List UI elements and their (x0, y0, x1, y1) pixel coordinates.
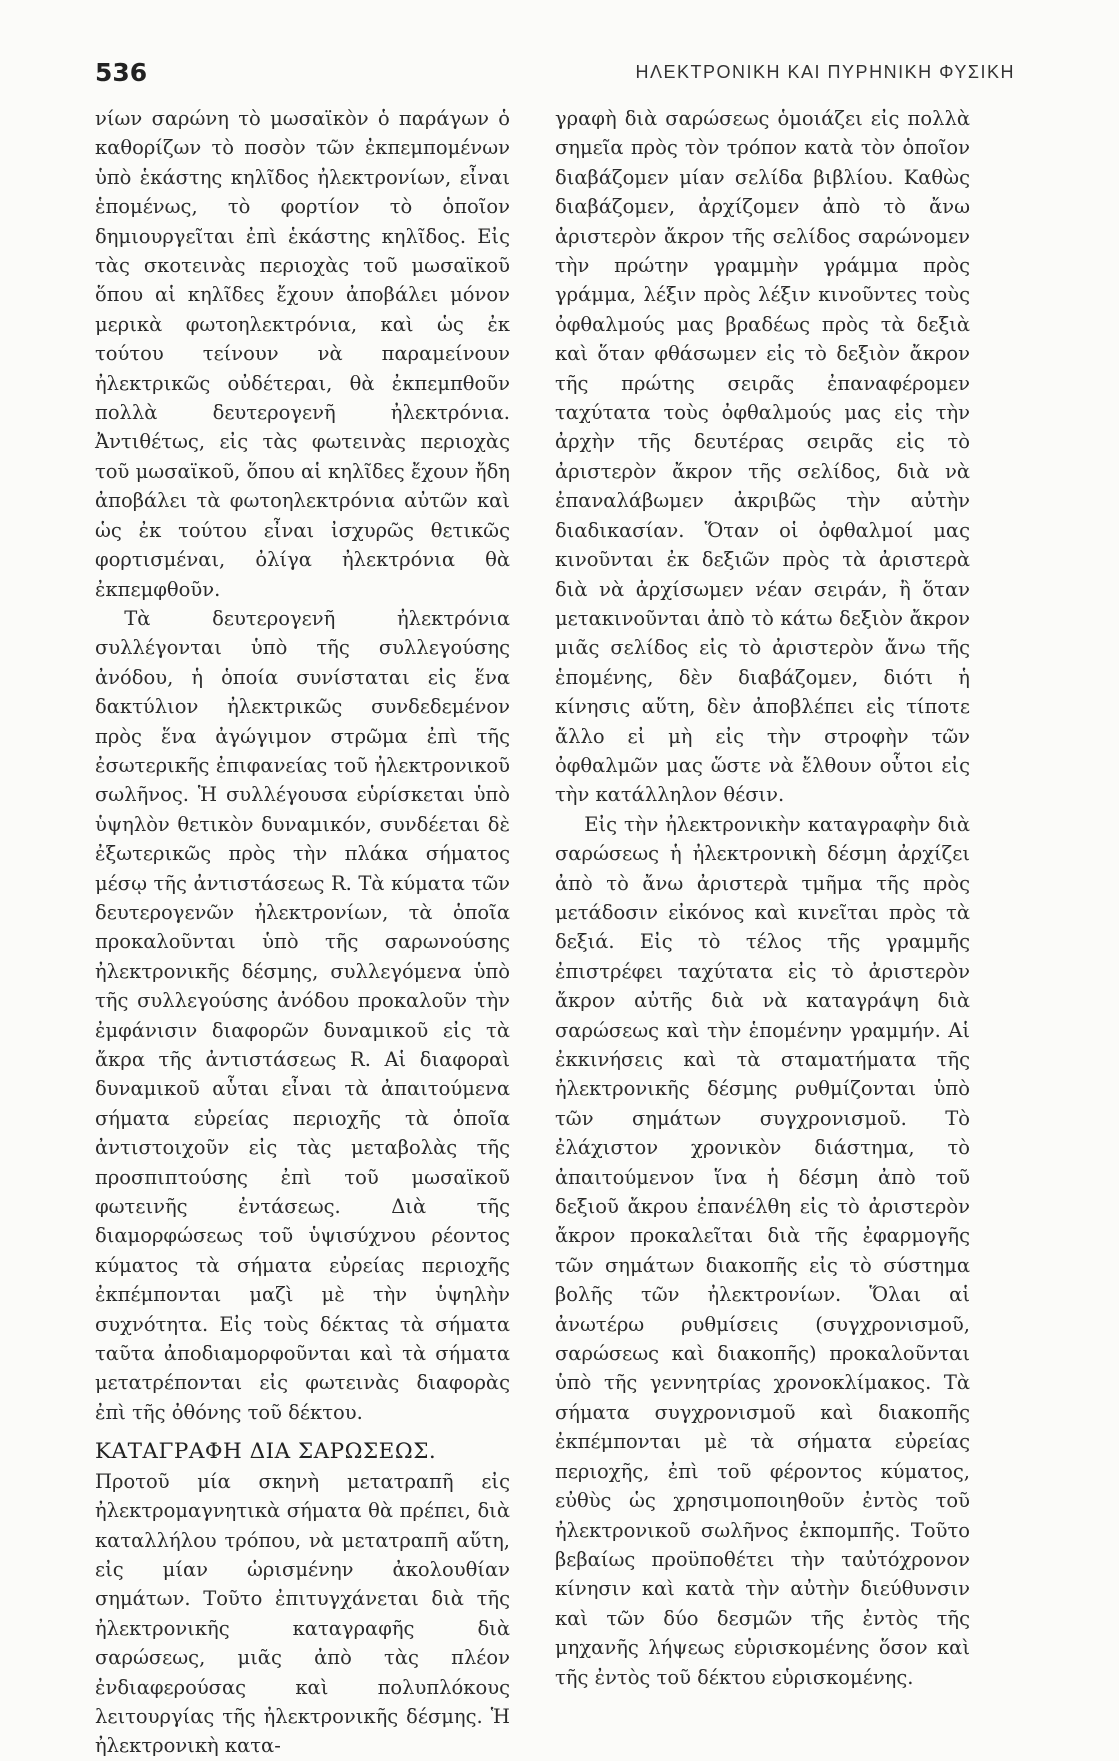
left-paragraph-2: Τὰ δευτερογενῆ ἠλεκτρόνια συλλέγονται ὑπὸ τῆς συλλεγούσης ἀνόδου, ἡ ὁποία συνίσταται εἰς ἕνα δακτύλιον ἠλεκτρικῶς συνδεδεμένον πρὸς ἕνα ἀγώγιμον στρῶμα ἐπὶ τῆς ἐσωτερικῆς ἐπιφανείας τοῦ ἠλεκτρονικοῦ σωλῆνος. Ἡ συλλέγουσα εὑρίσκεται ὑπὸ ὑψηλὸν θετικὸν δυναμικόν, συνδέεται δὲ ἐξωτερικῶς πρὸς τὴν πλάκα σήματος μέσῳ τῆς ἀντιστάσεως R. Τὰ κύματα τῶν δευτερογενῶν ἠλεκτρονίων, τὰ ὁποῖα προκαλοῦνται ὑπὸ τῆς σαρωνούσης ἠλεκτρονικῆς δέσμης, συλλεγόμενα ὑπὸ τῆς συλλεγούσης ἀνόδου προκαλοῦν τὴν ἐμφάνισιν διαφορῶν δυναμικοῦ εἰς τὰ ἄκρα τῆς ἀντιστάσεως R. Αἱ διαφοραὶ δυναμικοῦ αὗται εἶναι τὰ ἀπαιτούμενα σήματα εὐρείας περιοχῆς τὰ ὁποῖα ἀντιστοιχοῦν εἰς τὰς μεταβολὰς τῆς προσπιπτούσης ἐπὶ τοῦ μωσαϊκοῦ φωτεινῆς ἐντάσεως. Διὰ τῆς διαμορφώσεως τοῦ ὑψισύχνου ρέοντος κύματος τὰ σήματα εὐρείας περιοχῆς ἐκπέμπονται μαζὶ μὲ τὴν ὑψηλὴν συχνότητα. Εἰς τοὺς δέκτας τὰ σήματα ταῦτα ἀποδιαμορφοῦνται καὶ τὰ σήματα μετατρέπονται εἰς φωτεινὰς διαφορὰς ἐπὶ τῆς ὀθόνης τοῦ δέκτου. (95, 606, 510, 1424)
page-number: 536 (95, 58, 148, 87)
running-head: ΗΛΕΚΤΡΟΝΙΚΗ ΚΑΙ ΠΥΡΗΝΙΚΗ ΦΥΣΙΚΗ (635, 62, 1015, 82)
right-paragraph-2: Εἰς τὴν ἠλεκτρονικὴν καταγραφὴν διὰ σαρώσεως ἡ ἠλεκτρονικὴ δέσμη ἀρχίζει ἀπὸ τὸ ἄνω ἀριστερὰ τμῆμα τῆς πρὸς μετάδοσιν εἰκόνος καὶ κινεῖται πρὸς τὰ δεξιά. Εἰς τὸ τέλος τῆς γραμμῆς ἐπιστρέφει ταχύτατα εἰς τὸ ἀριστερὸν ἄκρον αὐτῆς διὰ νὰ καταγράψη διὰ σαρώσεως καὶ τὴν ἑπομένην γραμμήν. Αἱ ἐκκινήσεις καὶ τὰ σταματήματα τῆς ἠλεκτρονικῆς δέσμης ρυθμίζονται ὑπὸ τῶν σημάτων συγχρονισμοῦ. Τὸ ἐλάχιστον χρονικὸν διάστημα, τὸ ἀπαιτούμενον ἵνα ἡ δέσμη ἀπὸ τοῦ δεξιοῦ ἄκρου ἐπανέλθη εἰς τὸ ἀριστερὸν ἄκρον προκαλεῖται διὰ τῆς ἐφαρμογῆς τῶν σημάτων διακοπῆς εἰς τὸ σύστημα βολῆς τῶν ἠλεκτρονίων. Ὅλαι αἱ ἀνωτέρω ρυθμίσεις (συγχρονισμοῦ, σαρώσεως καὶ διακοπῆς) προκαλοῦνται ὑπὸ τῆς γεννητρίας χρονοκλίμακος. Τὰ σήματα συγχρονισμοῦ καὶ διακοπῆς ἐκπέμπονται μὲ τὰ σήματα εὐρείας περιοχῆς, ἐπὶ τοῦ φέροντος κύματος, εὐθὺς ὡς χρησιμοποιηθοῦν ἐντὸς τοῦ ἠλεκτρονικοῦ σωλῆνος ἐκπομπῆς. Τοῦτο βεβαίως προϋποθέτει τὴν ταὐτόχρονον κίνησιν καὶ κατὰ τὴν αὐτὴν διεύθυνσιν καὶ τῶν δύο δεσμῶν τῆς ἐντὸς τῆς μηχανῆς λήψεως εὑρισκομένης ὅσον καὶ τῆς ἐντὸς τοῦ δέκτου εὑρισκομένης. (555, 812, 970, 1689)
section-heading: ΚΑΤΑΓΡΑΦΗ ΔΙΑ ΣΑΡΩΣΕΩΣ. (95, 1439, 437, 1465)
left-column (95, 104, 510, 1761)
left-paragraph-3: Προτοῦ μία σκηνὴ μετατραπῆ εἰς ἠλεκτρομαγνητικὰ σήματα θὰ πρέπει, διὰ καταλλήλου τρόπου, νὰ μετατραπῆ αὕτη, εἰς μίαν ὡρισμένην ἀκολουθίαν σημάτων. Τοῦτο ἐπιτυγχάνεται διὰ τῆς ἠλεκτρονικῆς καταγραφῆς διὰ σαρώσεως, μιᾶς ἀπὸ τὰς πλέον ἐνδιαφερούσας καὶ πολυπλόκους λειτουργίας τῆς ἠλεκτρονικῆς δέσμης. Ἡ ἠλεκτρονικὴ κατα- (95, 1469, 510, 1758)
left-paragraph-1: νίων σαρώνη τὸ μωσαϊκὸν ὁ παράγων ὁ καθορίζων τὸ ποσὸν τῶν ἐκπεμπομένων ὑπὸ ἑκάστης κηλῖδος ἠλεκτρονίων, εἶναι ἑπομένως, τὸ φορτίον τὸ ὁποῖον δημιουργεῖται ἐπὶ ἑκάστης κηλῖδος. Εἰς τὰς σκοτεινὰς περιοχὰς τοῦ μωσαϊκοῦ ὅπου αἱ κηλῖδες ἔχουν ἀποβάλει μόνον μερικὰ φωτοηλεκτρόνια, καὶ ὡς ἐκ τούτου τείνουν νὰ παραμείνουν ἠλεκτρικῶς οὐδέτεραι, θὰ ἐκπεμπθοῦν πολλὰ δευτερογενῆ ἠλεκτρόνια. Ἀντιθέτως, εἰς τὰς φωτεινὰς περιοχὰς τοῦ μωσαϊκοῦ, ὅπου αἱ κηλῖδες ἔχουν ἤδη ἀποβάλει τὰ φωτοηλεκτρόνια αὐτῶν καὶ ὡς ἐκ τούτου εἶναι ἰσχυρῶς θετικῶς φορτισμέναι, ὀλίγα ἠλεκτρόνια θὰ ἐκπεμφθοῦν. (95, 107, 510, 601)
right-column (555, 104, 970, 1692)
page-header (95, 58, 1015, 92)
right-paragraph-1: γραφὴ διὰ σαρώσεως ὁμοιάζει εἰς πολλὰ σημεῖα πρὸς τὸν τρόπον κατὰ τὸν ὁποῖον διαβάζομεν μίαν σελίδα βιβλίου. Καθὼς διαβάζομεν, ἀρχίζομεν ἀπὸ τὸ ἄνω ἀριστερὸν ἄκρον τῆς σελίδος σαρώνομεν τὴν πρώτην γραμμὴν γράμμα πρὸς γράμμα, λέξιν πρὸς λέξιν κινοῦντες τοὺς ὀφθαλμούς μας βραδέως πρὸς τὰ δεξιὰ καὶ ὅταν φθάσωμεν εἰς τὸ δεξιὸν ἄκρον τῆς πρώτης σειρᾶς ἐπαναφέρομεν ταχύτατα τοὺς ὀφθαλμούς μας εἰς τὴν ἀρχὴν τῆς δευτέρας σειρᾶς εἰς τὸ ἀριστερὸν ἄκρον τῆς σελίδος, διὰ νὰ ἐπαναλάβωμεν ἀκριβῶς τὴν αὐτὴν διαδικασίαν. Ὅταν οἱ ὀφθαλμοί μας κινοῦνται ἐκ δεξιῶν πρὸς τὰ ἀριστερὰ διὰ νὰ ἀρχίσωμεν νέαν σειράν, ἢ ὅταν μετακινοῦνται ἀπὸ τὸ κάτω δεξιὸν ἄκρον μιᾶς σελίδος εἰς τὸ ἀριστερὸν ἄνω τῆς ἑπομένης, δὲν διαβάζομεν, διότι ἡ κίνησις αὕτη, δὲν ἀποβλέπει εἰς τίποτε ἄλλο εἰ μὴ εἰς τὴν στροφὴν τῶν ὀφθαλμῶν μας ὥστε νὰ ἔλθουν οὗτοι εἰς τὴν κατάλληλον θέσιν. (555, 107, 970, 807)
